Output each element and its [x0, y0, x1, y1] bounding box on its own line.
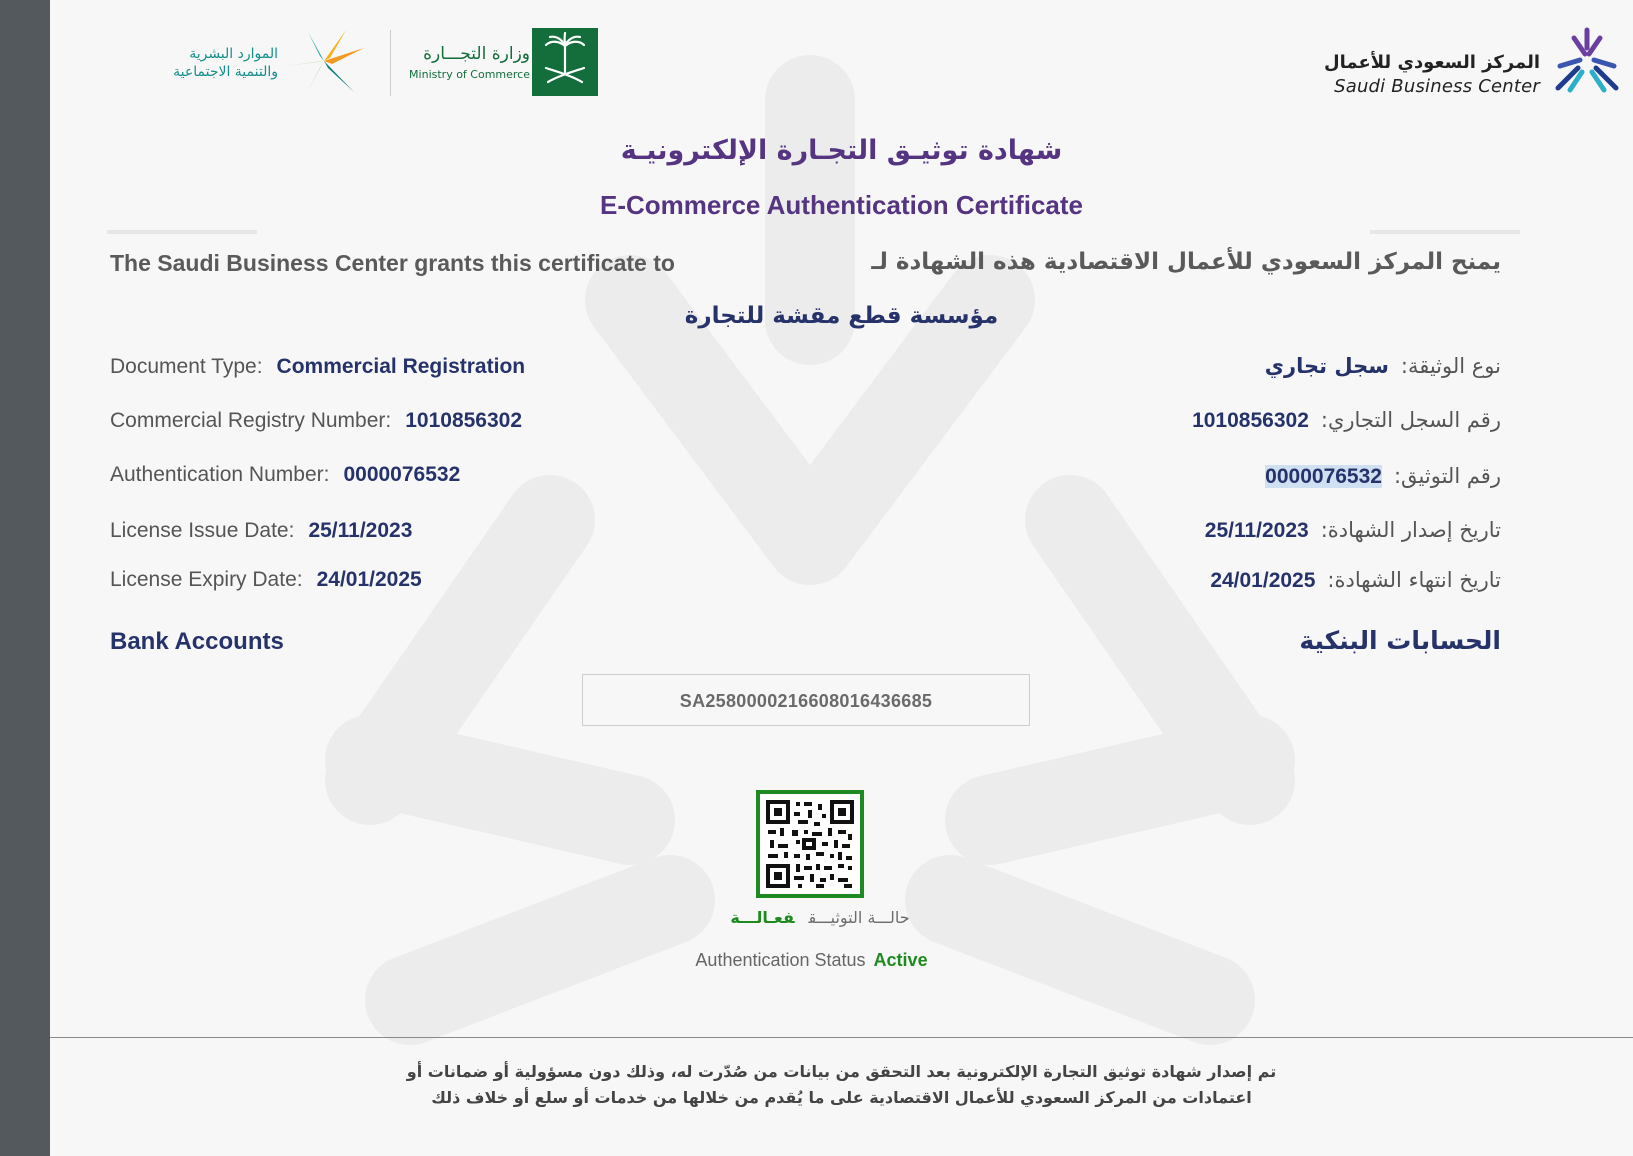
- palm-swords-icon: [532, 28, 598, 96]
- hrsd-name-line2: والتنمية الاجتماعية: [173, 64, 278, 80]
- detail-label: License Issue Date:: [110, 519, 295, 542]
- sbc-logo: [1290, 26, 1620, 100]
- divider-left: [107, 230, 257, 234]
- grant-statement-ar: يمنح المركز السعودي للأعمال الاقتصادية هذه الشهادة لـ: [871, 249, 1501, 275]
- detail-row-issue-date-en: [110, 518, 412, 543]
- hrsd-logo: [146, 26, 376, 100]
- detail-value: 1010856302: [405, 409, 523, 432]
- hrsd-name-line1: الموارد البشرية: [189, 46, 278, 62]
- detail-label: تاريخ إصدار الشهادة:: [1320, 518, 1501, 542]
- divider-right: [1370, 230, 1520, 234]
- moc-logo: [390, 28, 610, 100]
- viewer-sidebar: [0, 0, 50, 1156]
- qr-code-pattern: [766, 800, 854, 888]
- detail-value: 24/01/2025: [1210, 569, 1316, 592]
- footer-divider: [50, 1037, 1633, 1038]
- detail-value: 25/11/2023: [1204, 519, 1309, 542]
- certificate-title-ar: شهادة توثيـق التجـارة الإلكترونيـة: [620, 135, 1063, 166]
- entity-name: مؤسسة قطع مقشة للتجارة: [684, 303, 999, 329]
- detail-row-expiry-date-ar: [1210, 568, 1501, 593]
- disclaimer-line-1: تم إصدار شهادة توثيق التجارة الإلكترونية بعد التحقق من بيانات من صُدّرت له، وذلك دون مسؤولية أو ضمانات أو: [406, 1062, 1277, 1081]
- detail-row-authentication-number-en: [110, 462, 460, 487]
- detail-label: License Expiry Date:: [110, 568, 303, 591]
- iban-field: SA2580000216608016436685: [582, 674, 1030, 726]
- detail-value-selected[interactable]: 0000076532: [1265, 465, 1382, 488]
- logo-divider: [390, 30, 391, 96]
- qr-code-icon[interactable]: [756, 790, 864, 898]
- detail-row-expiry-date-en: [110, 567, 422, 592]
- certificate-title-en: E-Commerce Authentication Certificate: [599, 190, 1084, 220]
- status-value-ar: فعـالـــة: [730, 908, 795, 927]
- detail-label: Commercial Registry Number:: [110, 409, 392, 432]
- detail-label: رقم السجل التجاري:: [1320, 408, 1501, 432]
- detail-value: 25/11/2023: [308, 519, 413, 542]
- detail-label: Document Type:: [110, 355, 263, 378]
- detail-value: سجل تجاري: [1264, 354, 1389, 378]
- detail-row-authentication-number-ar: [1265, 464, 1501, 489]
- detail-row-document-type-en: [110, 354, 525, 379]
- sbc-name-en: Saudi Business Center: [1334, 76, 1540, 97]
- detail-label: رقم التوثيق:: [1393, 464, 1501, 488]
- detail-row-registry-number-en: [110, 408, 522, 433]
- moc-name-en: Ministry of Commerce: [409, 68, 530, 81]
- detail-label: نوع الوثيقة:: [1400, 354, 1501, 378]
- bank-accounts-heading-ar: الحسابات البنكية: [1299, 626, 1501, 655]
- detail-row-registry-number-ar: [1192, 408, 1501, 433]
- status-value-en: Active: [873, 950, 928, 970]
- bank-accounts-heading-en: Bank Accounts: [110, 628, 284, 655]
- detail-value: 0000076532: [343, 463, 461, 486]
- detail-label: تاريخ انتهاء الشهادة:: [1327, 568, 1501, 592]
- authentication-status-ar: [50, 908, 1590, 927]
- sbc-name-ar: المركز السعودي للأعمال: [1324, 52, 1540, 73]
- sbc-logo-icon: [1552, 26, 1622, 96]
- moc-name-ar: وزارة التجـــارة: [423, 44, 530, 64]
- detail-value: 1010856302: [1192, 409, 1309, 432]
- detail-row-issue-date-ar: [1205, 518, 1501, 543]
- detail-label: Authentication Number:: [110, 463, 330, 486]
- detail-row-document-type-ar: [1265, 354, 1501, 378]
- certificate-page: [50, 0, 1633, 1156]
- status-label-ar: حالـــة التوثيـــق: [808, 908, 910, 927]
- hrsd-star-icon: [284, 26, 366, 96]
- disclaimer-line-2: اعتمادات من المركز السعودي للأعمال الاقتصادية على ما يُقدم من خلالها من خدمات أو سلع أو خلاف ذلك: [431, 1088, 1252, 1107]
- authentication-status-en: [50, 950, 1573, 971]
- detail-value: 24/01/2025: [316, 568, 422, 591]
- detail-value: Commercial Registration: [276, 355, 526, 378]
- status-label-en: Authentication Status: [695, 950, 866, 970]
- grant-statement-en: The Saudi Business Center grants this certificate to: [110, 250, 675, 276]
